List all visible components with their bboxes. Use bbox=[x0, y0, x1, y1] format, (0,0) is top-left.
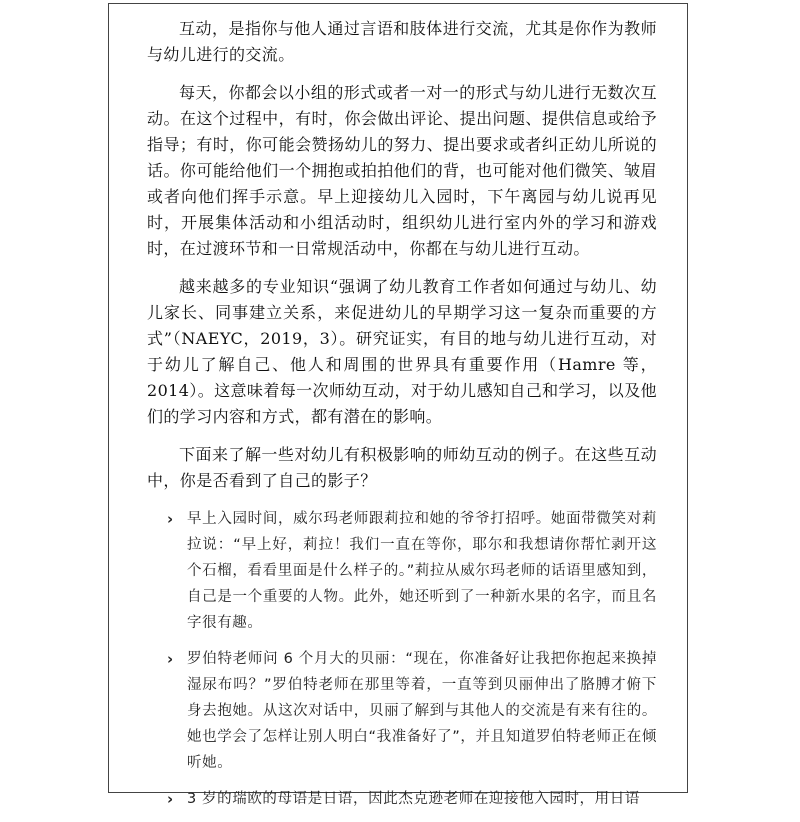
chevron-right-icon: › bbox=[167, 650, 174, 668]
list-item bbox=[147, 646, 657, 776]
text-body bbox=[147, 16, 657, 822]
list-item bbox=[147, 786, 657, 812]
page-frame bbox=[108, 3, 688, 808]
list-item bbox=[147, 506, 657, 636]
chevron-right-icon: › bbox=[167, 510, 174, 528]
example-text: 早上入园时间，威尔玛老师跟莉拉和她的爷爷打招呼。她面带微笑对莉拉说：“早上好，莉拉！我们一直在等你，耶尔和我想请你帮忙剥开这个石榴，看看里面是什么样子的。”莉拉从威尔玛老师的话语里感知到，自己是一个重要的人物。此外，她还听到了一种新水果的名字，而且名字很有趣。 bbox=[187, 511, 657, 631]
paragraph-professional-knowledge: 越来越多的专业知识“强调了幼儿教育工作者如何通过与幼儿、幼儿家长、同事建立关系，来促进幼儿的早期学习这一复杂而重要的方式”（NAEYC，2019，3）。研究证实，有目的地与幼儿进行互动，对于幼儿了解自己、他人和周围的世界具有重要作用（Hamre 等，2014）。这意味着每一次师幼互动，对于幼儿感知自己和学习，以及他们的学习内容和方式，都有潜在的影响。 bbox=[147, 277, 657, 426]
example-text: 罗伯特老师问 6 个月大的贝丽：“现在，你准备好让我把你抱起来换掉湿尿布吗？”罗伯特老师在那里等着，一直等到贝丽伸出了胳膊才俯下身去抱她。从这次对话中，贝丽了解到与其他人的交流是有来有往的。她也学会了怎样让别人明白“我准备好了”，并且知道罗伯特老师正在倾听她。 bbox=[187, 651, 657, 771]
examples-list bbox=[147, 506, 657, 812]
chevron-right-icon: › bbox=[167, 790, 174, 808]
paragraph-daily-interactions: 每天，你都会以小组的形式或者一对一的形式与幼儿进行无数次互动。在这个过程中，有时，你会做出评论、提出问题、提供信息或给予指导；有时，你可能会赞扬幼儿的努力、提出要求或者纠正幼儿所说的话。你可能给他们一个拥抱或拍拍他们的背，也可能对他们微笑、皱眉或者向他们挥手示意。早上迎接幼儿入园时，下午离园与幼儿说再见时，开展集体活动和小组活动时，组织幼儿进行室内外的学习和游戏时，在过渡环节和一日常规活动中，你都在与幼儿进行互动。 bbox=[147, 83, 657, 258]
paragraph-examples-intro: 下面来了解一些对幼儿有积极影响的师幼互动的例子。在这些互动中，你是否看到了自己的影子？ bbox=[147, 445, 657, 490]
paragraph-interaction-definition: 互动，是指你与他人通过言语和肢体进行交流，尤其是你作为教师与幼儿进行的交流。 bbox=[147, 19, 657, 64]
example-text: 3 岁的瑞欧的母语是日语，因此杰克逊老师在迎接他入园时，用日语 bbox=[187, 791, 640, 807]
